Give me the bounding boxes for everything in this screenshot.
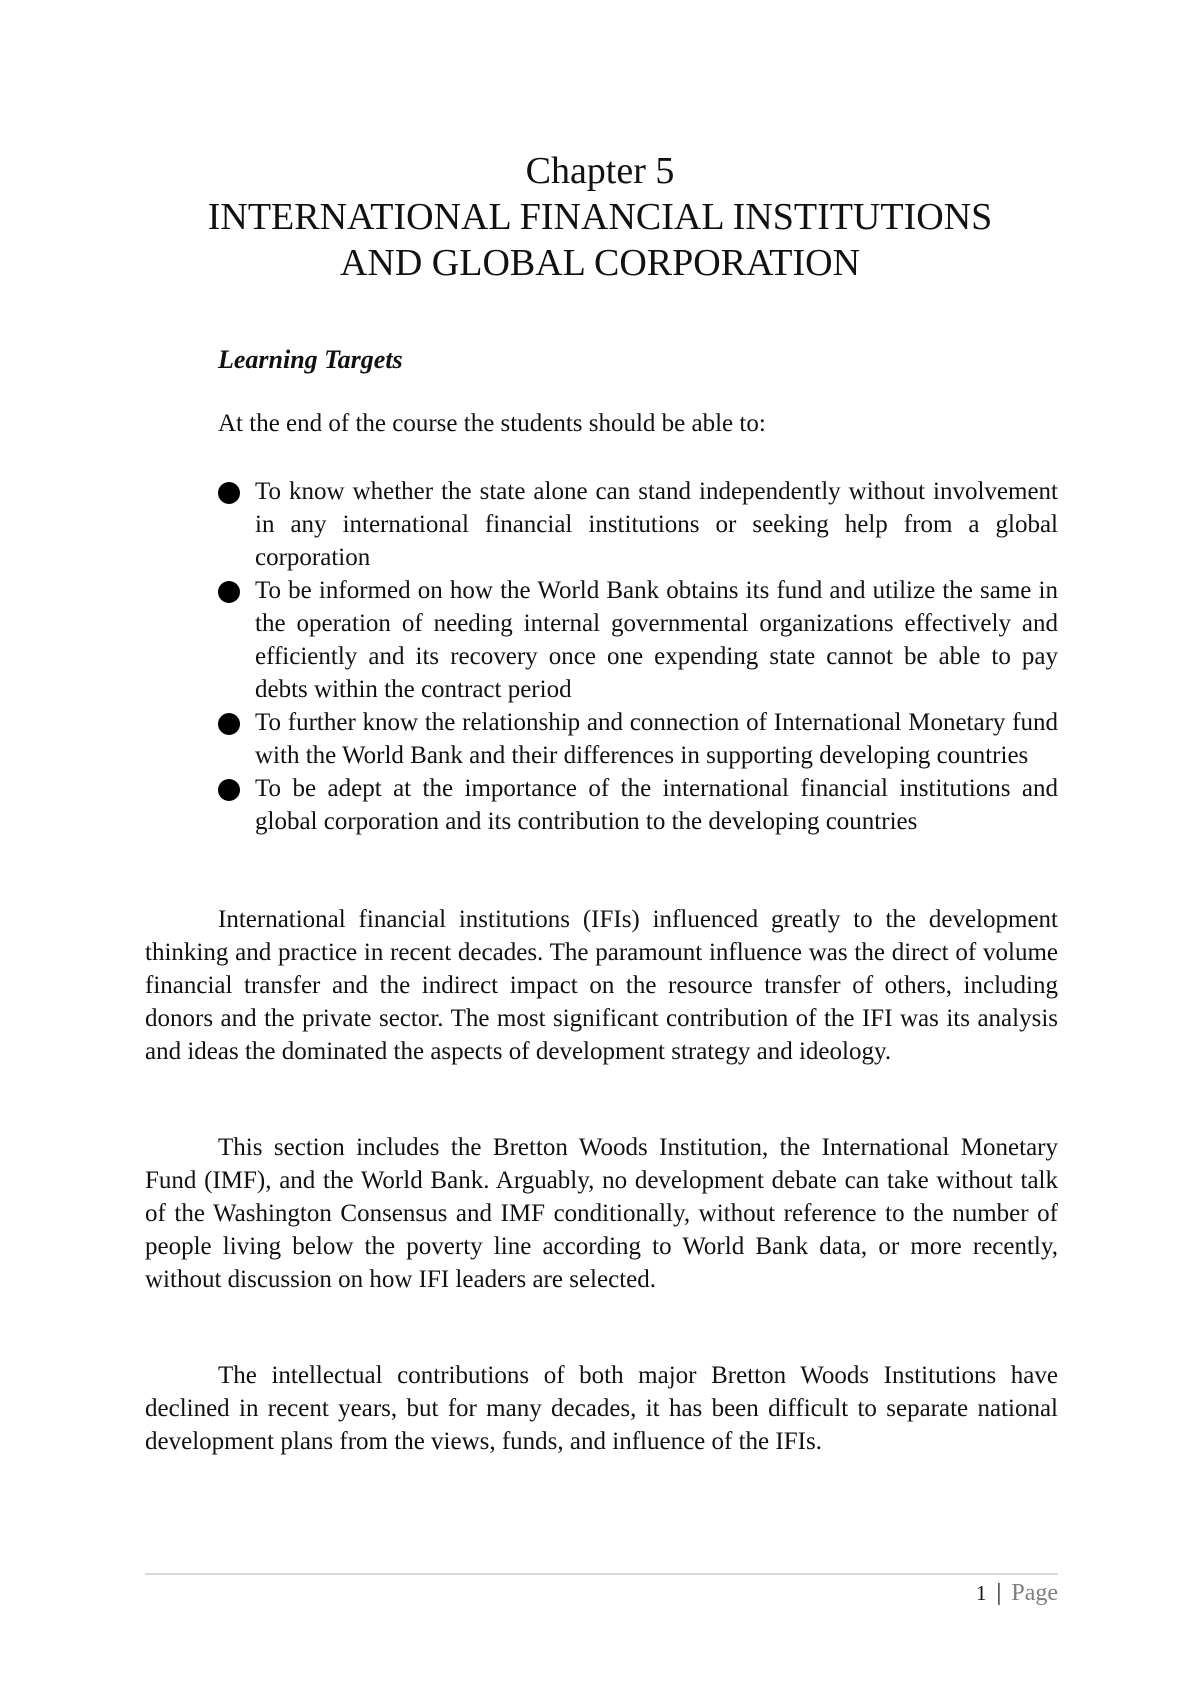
learning-target-item: [218, 772, 1058, 838]
learning-target-item: [218, 475, 1058, 574]
learning-targets-intro: At the end of the course the students should be able to:: [218, 410, 766, 437]
learning-target-item: [218, 574, 1058, 706]
page-footer: [976, 1580, 1058, 1607]
bullet-dot-icon: [218, 581, 240, 603]
body-paragraph-1: International financial institutions (IFIs) influenced greatly to the development thinking and practice in recent decades. The paramount influence was the direct of volume financial transfer and the indirect impact on the resource transfer of others, including donors and the private sector. The most significant contribution of the IFI was its analysis and ideas the dominated the aspects of development strategy and ideology.: [145, 906, 1058, 1065]
page-number-separator: |: [996, 1580, 1002, 1606]
learning-targets-list: [218, 475, 1058, 838]
body-paragraph-2: This section includes the Bretton Woods Institution, the International Monetary Fund (IMF), and the World Bank. Arguably, no development debate can take without talk of the Washington Consensus and IMF conditionally, without reference to the number of people living below the poverty line according to World Bank data, or more recently, without discussion on how IFI leaders are selected.: [145, 1134, 1058, 1293]
chapter-title-line-1: INTERNATIONAL FINANCIAL INSTITUTIONS: [207, 196, 993, 238]
learning-target-text: To further know the relationship and connection of International Monetary fund with the World Bank and their differences in supporting developing countries: [255, 709, 1058, 769]
bullet-dot-icon: [218, 713, 240, 735]
learning-target-item: [218, 706, 1058, 772]
learning-target-text: To be adept at the importance of the international financial institutions and global corporation and its contribution to the developing countries: [255, 775, 1058, 835]
chapter-number: Chapter 5: [525, 150, 675, 192]
bullet-dot-icon: [218, 779, 240, 801]
bullet-dot-icon: [218, 482, 240, 504]
learning-target-text: To know whether the state alone can stand independently without involvement in any international financial institutions or seeking help from a global corporation: [255, 478, 1058, 571]
footer-divider: [145, 1573, 1058, 1575]
chapter-title: [0, 148, 1200, 286]
body-paragraph-3: The intellectual contributions of both major Bretton Woods Institutions have declined in recent years, but for many decades, it has been difficult to separate national development plans from the views, funds, and influence of the IFIs.: [145, 1362, 1058, 1455]
learning-target-text: To be informed on how the World Bank obtains its fund and utilize the same in the operation of needing internal governmental organizations effectively and efficiently and its recovery once one expending state cannot be able to pay debts within the contract period: [255, 577, 1058, 703]
page-number: 1: [976, 1581, 987, 1605]
chapter-title-line-2: AND GLOBAL CORPORATION: [339, 242, 861, 284]
page-label: Page: [1011, 1580, 1058, 1606]
learning-targets-heading: Learning Targets: [218, 345, 403, 374]
